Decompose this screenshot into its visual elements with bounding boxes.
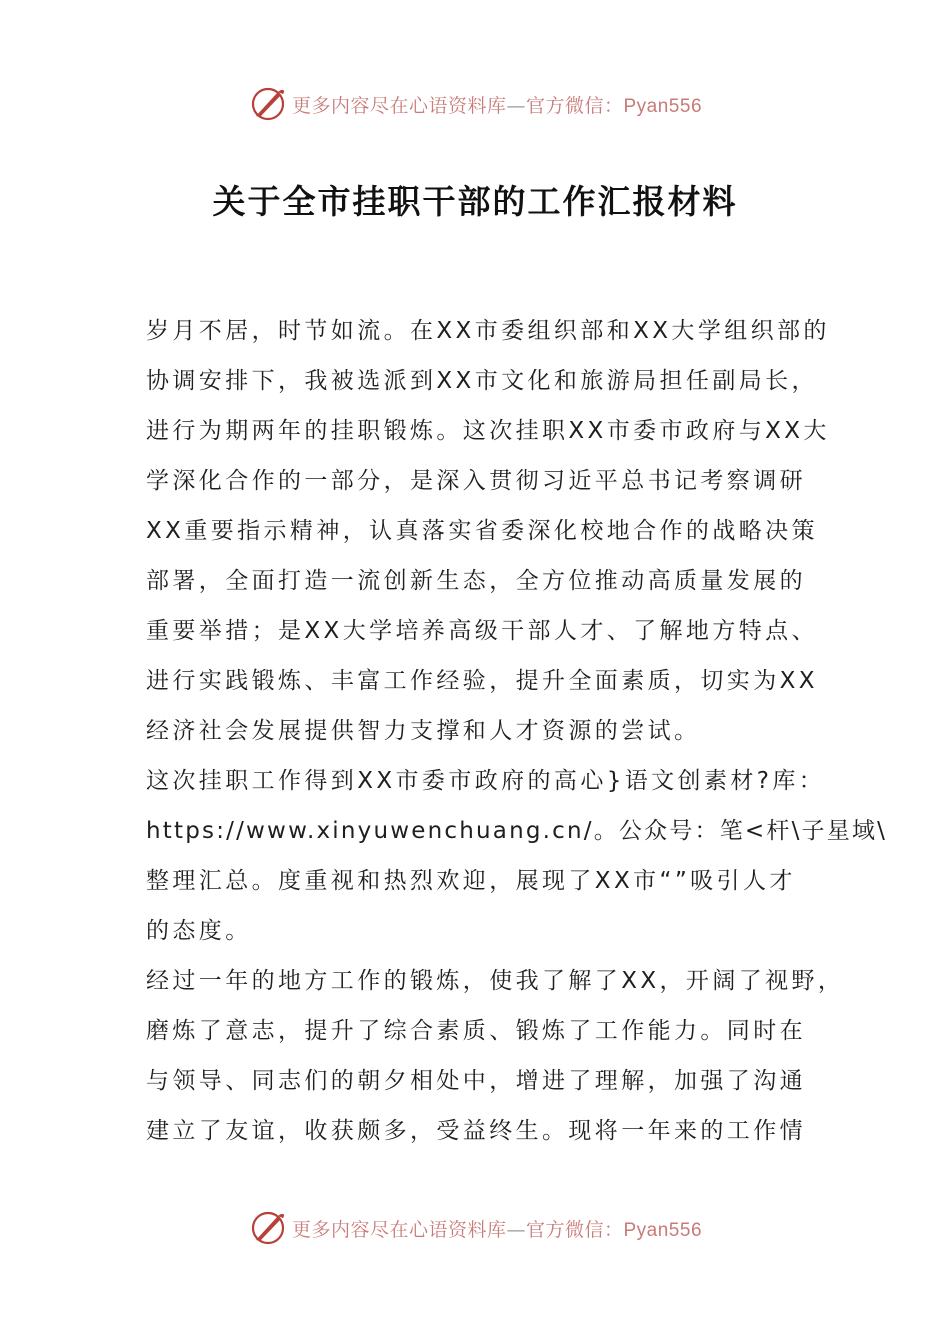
body-line-url: https://www.xinyuwenchuang.cn/。公众号：笔<杆\子星域\ [146,818,888,844]
body-line: 经济社会发展提供智力支撑和人才资源的尝试。 [146,718,701,744]
banner-dash: — [506,94,526,117]
body-line: 重要举措；是XX大学培养高级干部人才、了解地方特点、 [146,618,818,644]
body-line: 进行为期两年的挂职锻炼。这次挂职XX市委市政府与XX大 [146,418,830,444]
body-line: 部署，全面打造一流创新生态，全方位推动高质量发展的 [146,568,806,594]
body-line: 学深化合作的一部分，是深入贯彻习近平总书记考察调研 [146,468,806,494]
body-line: 建立了友谊，收获颇多，受益终生。现将一年来的工作情 [146,1118,806,1144]
banner-wechat-id: Pyan556 [623,1219,703,1241]
banner-dash: — [506,1218,526,1241]
body-line: 协调安排下，我被选派到XX市文化和旅游局担任副局长， [146,368,818,394]
body-line: 整理汇总。度重视和热烈欢迎，展现了XX市“”吸引人才 [146,868,796,894]
banner-site-name: 更多内容尽在心语资料库 [291,1218,507,1241]
banner-site-name: 更多内容尽在心语资料库 [291,94,507,117]
banner-text [292,1215,702,1242]
document-body [146,306,888,1156]
banner-official-label: 官方微信： [525,94,624,117]
body-line: 与领导、同志们的朝夕相处中，增进了理解，加强了沟通 [146,1068,806,1094]
body-line: 进行实践锻炼、丰富工作经验，提升全面素质，切实为XX [146,668,818,694]
body-line: 经过一年的地方工作的锻炼，使我了解了XX，开阔了视野， [146,968,845,994]
quill-logo-icon [248,1208,288,1248]
footer-watermark-banner [0,1208,950,1248]
banner-wechat-id: Pyan556 [623,95,703,117]
body-line: 岁月不居，时节如流。在XX市委组织部和XX大学组织部的 [146,318,830,344]
quill-logo-icon [248,84,288,124]
body-line: 这次挂职工作得到XX市委市政府的高心}语文创素材?库： [146,768,826,794]
document-title: 关于全市挂职干部的工作汇报材料 [212,182,738,221]
body-line: 磨炼了意志，提升了综合素质、锻炼了工作能力。同时在 [146,1018,806,1044]
banner-text [292,91,702,118]
body-line: XX重要指示精神，认真落实省委深化校地合作的战略决策 [146,518,818,544]
header-watermark-banner [0,84,950,124]
banner-official-label: 官方微信： [525,1218,624,1241]
body-line: 的态度。 [146,918,252,944]
